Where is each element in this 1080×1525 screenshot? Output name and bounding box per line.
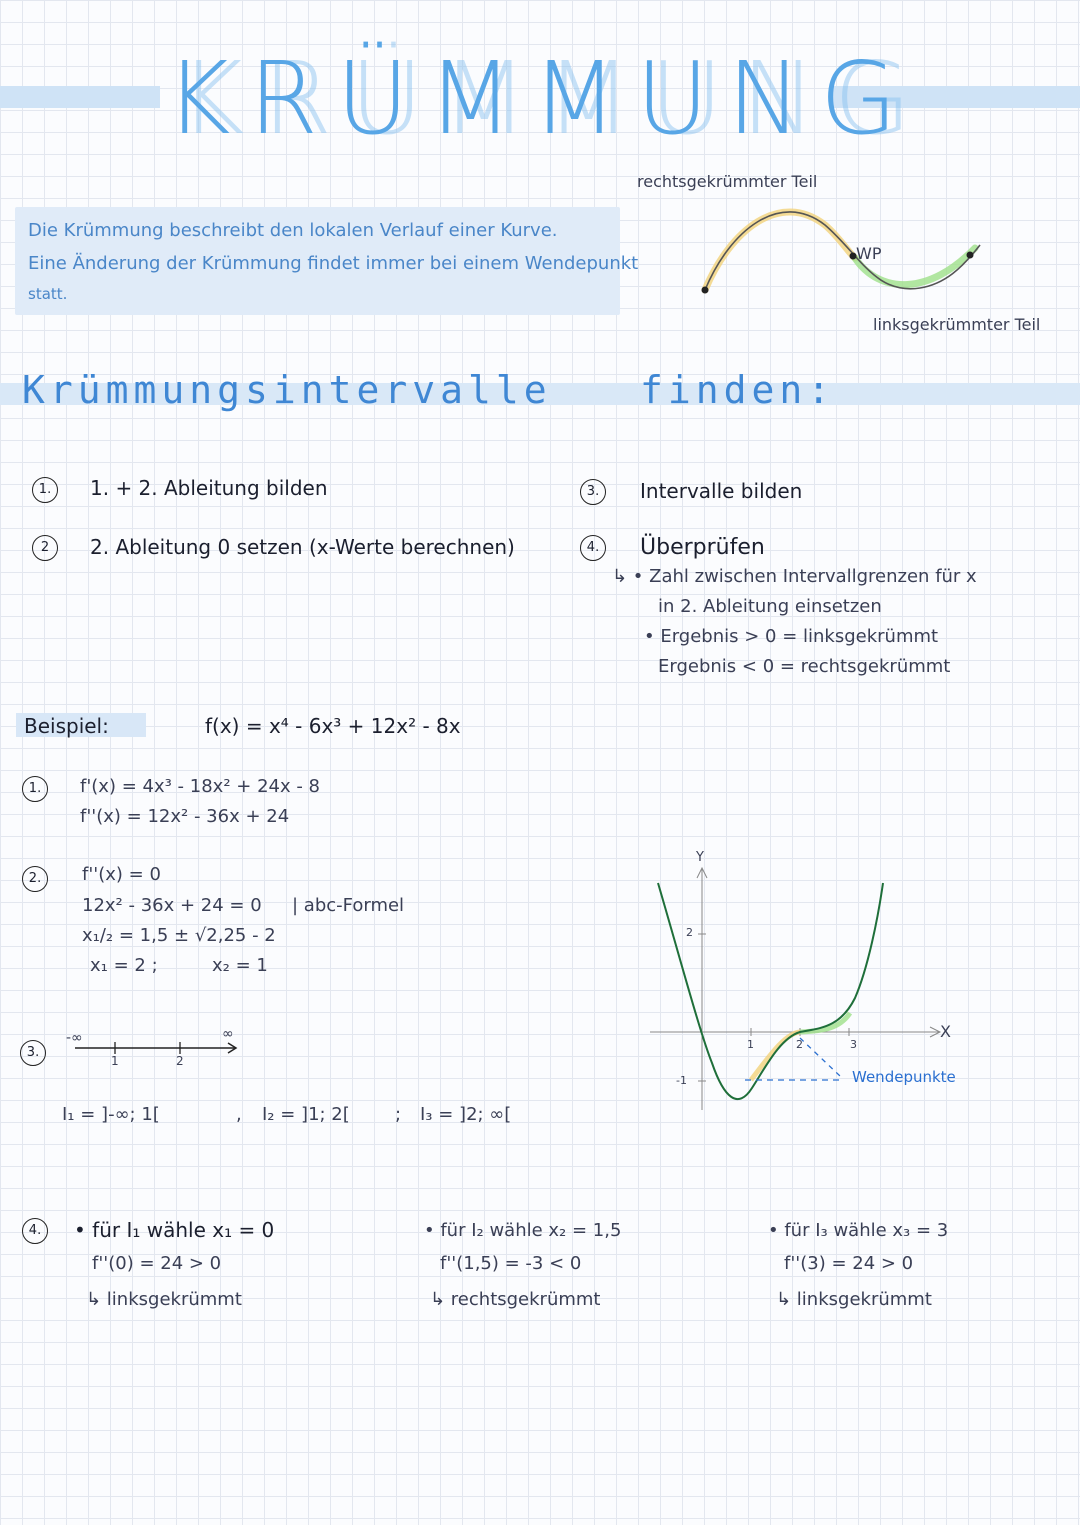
definition-line-2: Eine Änderung der Krümmung findet immer bei einem Wendepunkt: [28, 253, 639, 274]
solution-x2: x₂ = 1: [212, 955, 268, 976]
second-derivative: f''(x) = 12x² - 36x + 24: [80, 806, 290, 827]
step-4-bullet-2: • Ergebnis > 0 = linksgekrümmt: [644, 626, 939, 647]
page-title: KRÜMMUNG: [165, 40, 916, 157]
step-4-bullet-1b: in 2. Ableitung einsetzen: [658, 596, 882, 617]
interval-separator-1: ,: [236, 1104, 242, 1125]
check-2-line-1: • für I₂ wähle x₂ = 1,5: [424, 1220, 622, 1241]
number-line-tick-1: 1: [111, 1054, 119, 1068]
wp-label: WP: [856, 244, 882, 263]
step-2-number: 2: [32, 535, 58, 561]
step-4-bullet-1a: ↳ • Zahl zwischen Intervallgrenzen für x: [612, 566, 977, 587]
number-line-tick-2: 2: [176, 1054, 184, 1068]
graph-tick-y2: 2: [686, 926, 693, 939]
graph-y-label: Y: [696, 850, 704, 865]
definition-line-3: statt.: [28, 285, 68, 303]
step-1-number: 1.: [32, 477, 58, 503]
step-1-text: 1. + 2. Ableitung bilden: [90, 476, 328, 500]
section-heading-part2: finden:: [640, 368, 836, 412]
graph-tick-x2: 2: [796, 1038, 803, 1051]
graph-tick-x1: 1: [747, 1038, 754, 1051]
step-3-number: 3.: [580, 479, 606, 505]
right-curved-label: rechtsgekrümmter Teil: [637, 172, 818, 191]
example-step-3-number: 3.: [20, 1040, 46, 1066]
step-3-text: Intervalle bilden: [640, 479, 803, 503]
interval-1: I₁ = ]-∞; 1[: [62, 1104, 160, 1125]
equation-2: 12x² - 36x + 24 = 0: [82, 895, 262, 916]
example-step-1-number: 1.: [22, 776, 48, 802]
graph-x-label: X: [940, 1022, 951, 1041]
definition-line-1: Die Krümmung beschreibt den lokalen Verlauf einer Kurve.: [28, 220, 558, 241]
section-heading-part1: Krümmungsintervalle: [22, 368, 552, 412]
check-3-line-3: ↳ linksgekrümmt: [776, 1289, 932, 1310]
check-1-line-2: f''(0) = 24 > 0: [92, 1253, 222, 1274]
number-line-pos-infinity: ∞: [222, 1026, 234, 1042]
step-4-bullet-3: Ergebnis < 0 = rechtsgekrümmt: [658, 656, 951, 677]
interval-3: I₃ = ]2; ∞[: [420, 1104, 512, 1125]
step-4-number: 4.: [580, 535, 606, 561]
example-function: f(x) = x⁴ - 6x³ + 12x² - 8x: [205, 714, 461, 738]
interval-2: I₂ = ]1; 2[: [262, 1104, 350, 1125]
check-2-line-3: ↳ rechtsgekrümmt: [430, 1289, 601, 1310]
interval-separator-2: ;: [395, 1104, 402, 1125]
step-4-text: Überprüfen: [640, 535, 765, 560]
example-step-4-number: 4.: [22, 1218, 48, 1244]
example-step-2-number: 2.: [22, 866, 48, 892]
first-derivative: f'(x) = 4x³ - 18x² + 24x - 8: [80, 776, 321, 797]
step-2-text: 2. Ableitung 0 setzen (x-Werte berechnen): [90, 535, 515, 559]
check-2-line-2: f''(1,5) = -3 < 0: [440, 1253, 582, 1274]
check-3-line-1: • für I₃ wähle x₃ = 3: [768, 1220, 949, 1241]
check-3-line-2: f''(3) = 24 > 0: [784, 1253, 914, 1274]
check-1-line-1: • für I₁ wähle x₁ = 0: [74, 1218, 275, 1242]
graph-tick-x3: 3: [850, 1038, 857, 1051]
example-label: Beispiel:: [24, 714, 109, 738]
check-1-line-3: ↳ linksgekrümmt: [86, 1289, 242, 1310]
number-line-neg-infinity: -∞: [66, 1030, 83, 1046]
title-line-left: [0, 86, 160, 108]
left-curved-label: linksgekrümmter Teil: [873, 315, 1041, 334]
curvature-sketch: [690, 200, 1000, 310]
solution-x1: x₁ = 2 ;: [90, 955, 158, 976]
graph-tick-ym1: -1: [676, 1074, 687, 1087]
graph-annotation: Wendepunkte: [852, 1068, 956, 1086]
equation-2-note: | abc-Formel: [292, 895, 405, 916]
equation-3: x₁/₂ = 1,5 ± √2,25 - 2: [82, 925, 276, 946]
equation-1: f''(x) = 0: [82, 864, 161, 885]
